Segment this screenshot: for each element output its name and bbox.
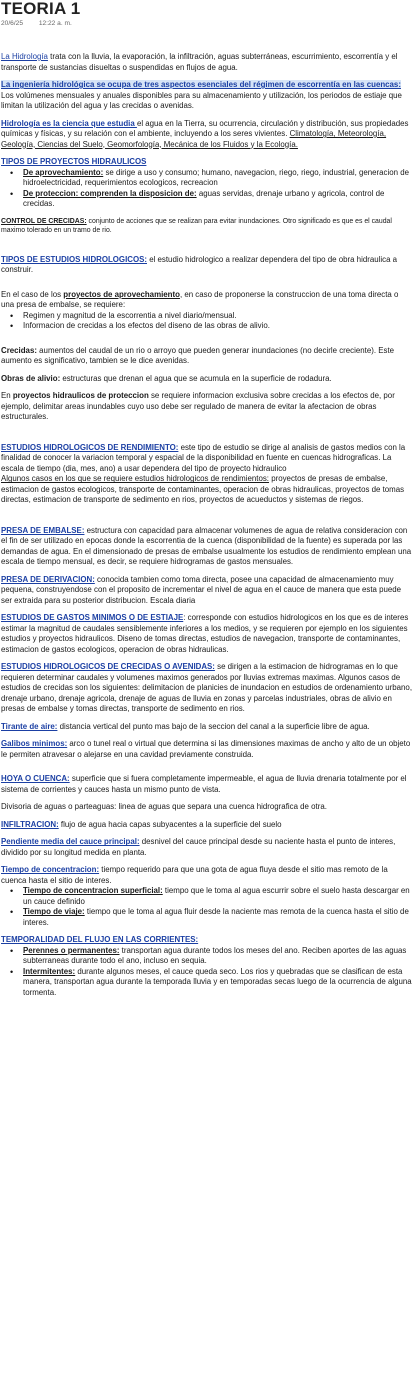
paragraph-rendimiento[interactable]: ESTUDIOS HIDROLOGICOS DE RENDIMIENTO: este tipo de estudio se dirige al analisis de gastos medios con la finalidad de conocer la variacion temporal y espacial de la disponibilidad en fuente en cuencas hidrograficas. La escala de tiempo (dia, mes, ano) a usar dependera del tipo de proyecto hidraulico Algunos casos en los que se requiere estudios hidrologicos de rendimientos: proyectos de presas de embalse, estimacion de gastos ecologicos, transporte de contaminantes, operacion de obras hidraulicas, proyectos de tomas directas, estimacion de transporte de sedimento en rios, proyectos de acueductos y sistemas de riegos. <box>1 442 406 505</box>
list-item[interactable]: • Informacion de crecidas a los efectos del diseno de las obras de alivio. <box>23 321 413 332</box>
paragraph-ingenieria[interactable]: La ingeniería hidrológica se ocupa de tres aspectos esenciales del régimen de escorrentía en las cuencas: Los volúmenes mensuales y anuales disponibles para su almacenamiento y utilización, los periodos de estiaje que limitan la utilización del agua y las crecidas o avenidas. <box>1 80 402 110</box>
paragraph-aprovechamiento[interactable]: En el caso de los proyectos de aprovechamiento, en caso de proponerse la construccion de una toma directa o una presa de embalse, se requiere: <box>1 289 399 310</box>
note-metadata <box>1 20 413 30</box>
list-item[interactable]: • Tiempo de concentracion superficial: tiempo que le toma al agua escurrir sobre el suelo hasta descargar en un cauce definido <box>23 886 413 907</box>
paragraph-avenidas[interactable]: ESTUDIOS HIDROLOGICOS DE CRECIDAS O AVENIDAS: se dirigen a la estimacion de hidrogramas en lo que requieren determinar caudales y volumenes maximos generados por lluvias extremas maximas. Algunos casos de estudios de crecidas son los siguientes: delimitacion de planicies de inundacion en estudios de ordenamiento urbano, drenaje urbano, drenaje agricola, drenaje de aguas de lluvia en zonas y parcelas industriales, obras de alivio en presas de embalse y tomas directas, transporte de sedimento en rios. <box>1 662 413 714</box>
paragraph-tirante[interactable]: Tirante de aire: distancia vertical del punto mas bajo de la seccion del canal a la superficie libre de agua. <box>1 721 370 731</box>
term-ciencia: Hidrología es la ciencia que estudia <box>1 118 137 128</box>
note-date: 20/6/25 <box>1 20 23 27</box>
paragraph-galibos[interactable]: Galibos minimos: arco o tunel real o virtual que determina si las dimensiones maximas de ancho y alto de un objeto le permiten atravesar o alejarse en una cavidad previamente construida. <box>1 739 411 759</box>
paragraph-infiltracion[interactable]: INFILTRACION: flujo de agua hacia capas subyacentes a la superficie del suelo <box>1 819 282 829</box>
paragraph-crecidas[interactable]: Crecidas: aumentos del caudal de un rio o arroyo que pueden generar inundaciones (no decirle creciente). Este aumento es significativo, tambien se le dice avenidas. <box>1 345 395 366</box>
term-ingenieria: La ingeniería hidrológica se ocupa de tres aspectos esenciales del régimen de escorrentía en las cuencas: <box>1 80 401 89</box>
paragraph-concentracion[interactable]: Tiempo de concentracion: tiempo requerido para que una gota de agua fluya desde el sitio mas remoto de la cuenca hasta el sitio de interes. <box>1 865 388 885</box>
page-title[interactable]: TEORIA 1 <box>1 0 81 18</box>
list-item[interactable]: • De aprovechamiento: se dirige a uso y consumo; humano, navegacion, riego, riego, industrial, generacion de hidroelectricidad, requerimientos ecologicos, recreacion <box>23 168 413 189</box>
list-item[interactable]: • Perennes o permanentes: transportan agua durante todos los meses del ano. Reciben aportes de las aguas subterraneas durante todo el ano, incluso en sequia. <box>23 946 413 967</box>
paragraph-control-crecidas[interactable]: CONTROL DE CRECIDAS: conjunto de acciones que se realizan para evitar inundaciones. Otro significado es que es el caudal maximo tolerado en un tramo de rio. <box>1 217 392 234</box>
paragraph-presa-derivacion[interactable]: PRESA DE DERIVACION: conocida tambien como toma directa, posee una capacidad de almacenamiento muy pequena, construyendose con el proposito de incrementar el nivel de agua en el cauce de manera que esta puede ser extraida para su posterior distribucion. Escala diaria <box>1 574 402 605</box>
paragraph-divisoria[interactable]: Divisoria de aguas o parteaguas: linea de aguas que separa una cuenca hidrografica de otra. <box>1 802 327 812</box>
paragraph-hoya[interactable]: HOYA O CUENCA: superficie que si fuera completamente impermeable, el agua de lluvia drenaria totalmente por el sistema de corrientes y cauces hasta un mismo punto de vista. <box>1 774 407 794</box>
list-item[interactable]: • Tiempo de viaje: tiempo que le toma al agua fluir desde la naciente mas remota de la cuenca hasta el sitio de interes. <box>23 907 413 928</box>
paragraph-estiaje[interactable]: ESTUDIOS DE GASTOS MINIMOS O DE ESTIAJE: corresponde con estudios hidrologicos en los que es de interes estimar la magnitud de caudales sensiblemente inferiores a los medios, y se requieren por ejemplo en los siguientes estudios y proyectos hidraulicos. Diseno de tomas directas, estudios de navegacion, transporte de contaminantes, estimacion de gastos ecologicos, operacion de obras hidraulicas. <box>1 613 409 654</box>
list-item[interactable]: • De proteccion: comprenden la disposicion de: aguas servidas, drenaje urbano y agricola, control de crecidas. <box>23 189 413 210</box>
list-tipos-proyectos <box>1 168 413 210</box>
heading-tipos-proyectos[interactable]: TIPOS DE PROYECTOS HIDRAULICOS <box>1 157 147 166</box>
list-temporalidad <box>1 946 413 999</box>
paragraph-ciencia[interactable]: Hidrología es la ciencia que estudia el agua en la Tierra, su ocurrencia, circulación y distribución, sus propiedades químicas y físicas, y su relación con el ambiente, incluyendo a los seres vivientes. Climatología, Meteorología, Geología, Ciencias del Suelo, Geomorfología, Mecánica de los Fluidos y la Ecología. <box>1 118 409 149</box>
note-time: 12:22 a. m. <box>38 20 72 27</box>
list-item[interactable]: • Regimen y magnitud de la escorrentia a nivel diario/mensual. <box>23 311 413 322</box>
heading-temporalidad[interactable]: TEMPORALIDAD DEL FLUJO EN LAS CORRIENTES: <box>1 935 199 945</box>
term-hidrologia: La Hidrología <box>1 52 48 61</box>
paragraph-proteccion[interactable]: En proyectos hidraulicos de proteccion se requiere informacion exclusiva sobre crecidas a los efectos de, por ejemplo, delimitar areas inundables cuyo uso debe ser regulado de manera de evitar la afectacion de obras estructurales. <box>1 391 395 422</box>
list-concentracion <box>1 886 413 928</box>
paragraph-hidrologia[interactable]: La Hidrología trata con la lluvia, la evaporación, la infiltración, aguas subterráneas, escurrimiento, escorrentía y el transporte de sustancias disueltas o suspendidas en flujos de agua. <box>1 52 398 72</box>
list-aprovechamiento <box>1 311 413 332</box>
paragraph-tipos-estudios[interactable]: TIPOS DE ESTUDIOS HIDROLOGICOS: el estudio hidrologico a realizar dependera del tipo de obra hidraulica a construir. <box>1 254 398 275</box>
paragraph-obras-alivio[interactable]: Obras de alivio: estructuras que drenan el agua que se acumula en la superficie de rodadura. <box>1 373 332 383</box>
paragraph-pendiente[interactable]: Pendiente media del cauce principal: desnivel del cauce principal desde su naciente hasta el punto de interes, dividido por su longitud medida en planta. <box>1 837 396 857</box>
paragraph-presa-embalse[interactable]: PRESA DE EMBALSE: estructura con capacidad para almacenar volumenes de agua de relativa consideracion con el fin de ser utilizado en epocas donde la escorrentia de la cuenca (disponibilidad de la fuente) es superada por las demandas de agua. En el dimensionado de presas de embalse usualmente los estudios de rendimiento emplean una escala de tiempo mensual, es decir, se requiere hidrogramas de gastos mensuales. <box>1 525 412 567</box>
list-item[interactable]: • Intermitentes: durante algunos meses, el cauce queda seco. Los rios y quebradas que se clasifican de esta manera, transportan agua durante la temporada lluvia y en temporadas secas luego de la ocurrencia de alguna tormenta. <box>23 967 413 999</box>
